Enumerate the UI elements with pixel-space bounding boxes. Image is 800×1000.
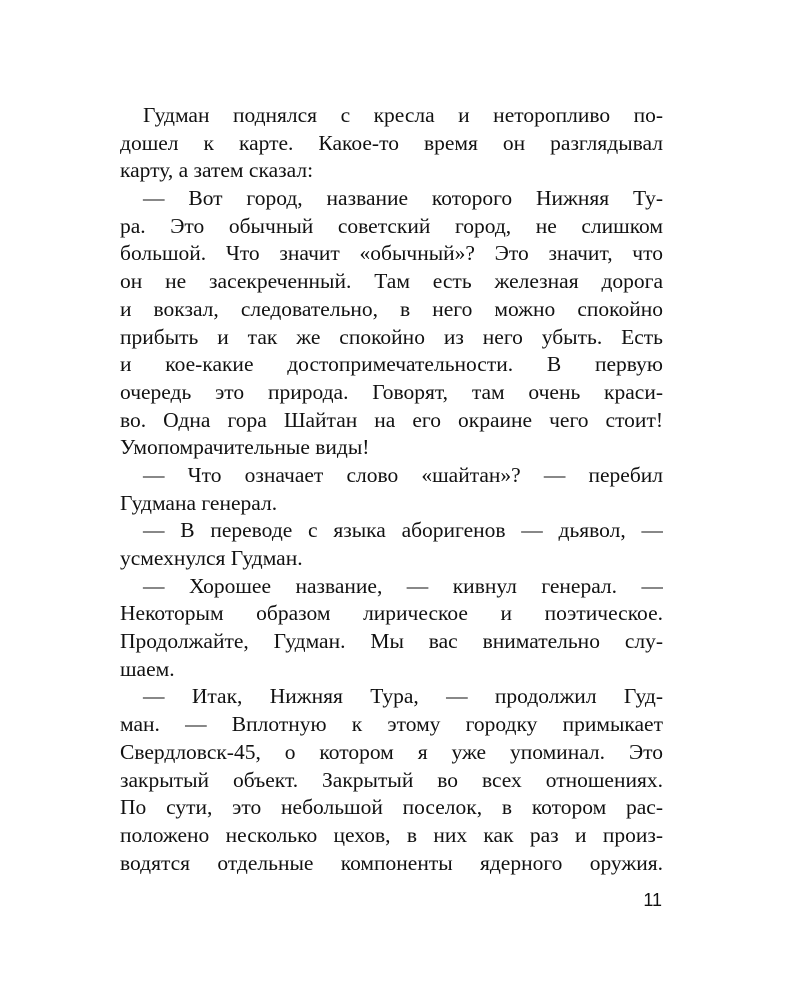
text-line: Продолжайте, Гудман. Мы вас внимательно слу- — [120, 629, 663, 654]
text-line: большой. Что значит «обычный»? Это значит, что — [120, 241, 663, 266]
text-line: — Хорошее название, — кивнул генерал. — — [143, 573, 663, 598]
text-line: Умопомрачительные виды! — [120, 435, 370, 460]
text-line: во. Одна гора Шайтан на его окраине чего стоит! — [120, 407, 663, 432]
text-line: и кое-какие достопримечательности. В первую — [120, 352, 663, 377]
text-line: дошел к карте. Какое-то время он разглядывал — [120, 130, 663, 155]
text-line: усмехнулся Гудман. — [120, 546, 303, 570]
text-line: прибыть и так же спокойно из него убыть. Есть — [120, 324, 663, 349]
body-text — [120, 102, 663, 877]
text-line: и вокзал, следовательно, в него можно спокойно — [120, 296, 663, 321]
text-line: закрытый объект. Закрытый во всех отношениях. — [120, 767, 663, 792]
text-line: — Вот город, название которого Нижняя Ту- — [143, 186, 663, 211]
text-line: Гудман поднялся с кресла и неторопливо по- — [143, 103, 663, 127]
text-line: он не засекреченный. Там есть железная дорога — [120, 269, 663, 294]
text-line: ман. — Вплотную к этому городку примыкает — [120, 712, 663, 737]
page-number: 11 — [643, 890, 662, 910]
text-line: положено несколько цехов, в них как раз и произ- — [120, 822, 663, 847]
text-line: Свердловск-45, о котором я уже упоминал. Это — [120, 739, 663, 764]
text-line: очередь это природа. Говорят, там очень краси- — [120, 379, 663, 404]
text-line: водятся отдельные компоненты ядерного оружия. — [120, 850, 663, 875]
text-line: шаем. — [120, 656, 175, 681]
text-line: — Что означает слово «шайтан»? — перебил — [143, 462, 663, 487]
text-line: Гудмана генерал. — [120, 490, 278, 515]
text-line: карту, а затем сказал: — [120, 158, 314, 183]
text-line: ра. Это обычный советский город, не слишком — [120, 213, 663, 238]
text-line: — Итак, Нижняя Тура, — продолжил Гуд- — [143, 684, 663, 709]
text-line: Некоторым образом лирическое и поэтическое. — [120, 601, 663, 626]
text-line: По сути, это небольшой поселок, в котором рас- — [120, 795, 663, 820]
text-line: — В переводе с языка аборигенов — дьявол, — — [143, 518, 663, 543]
